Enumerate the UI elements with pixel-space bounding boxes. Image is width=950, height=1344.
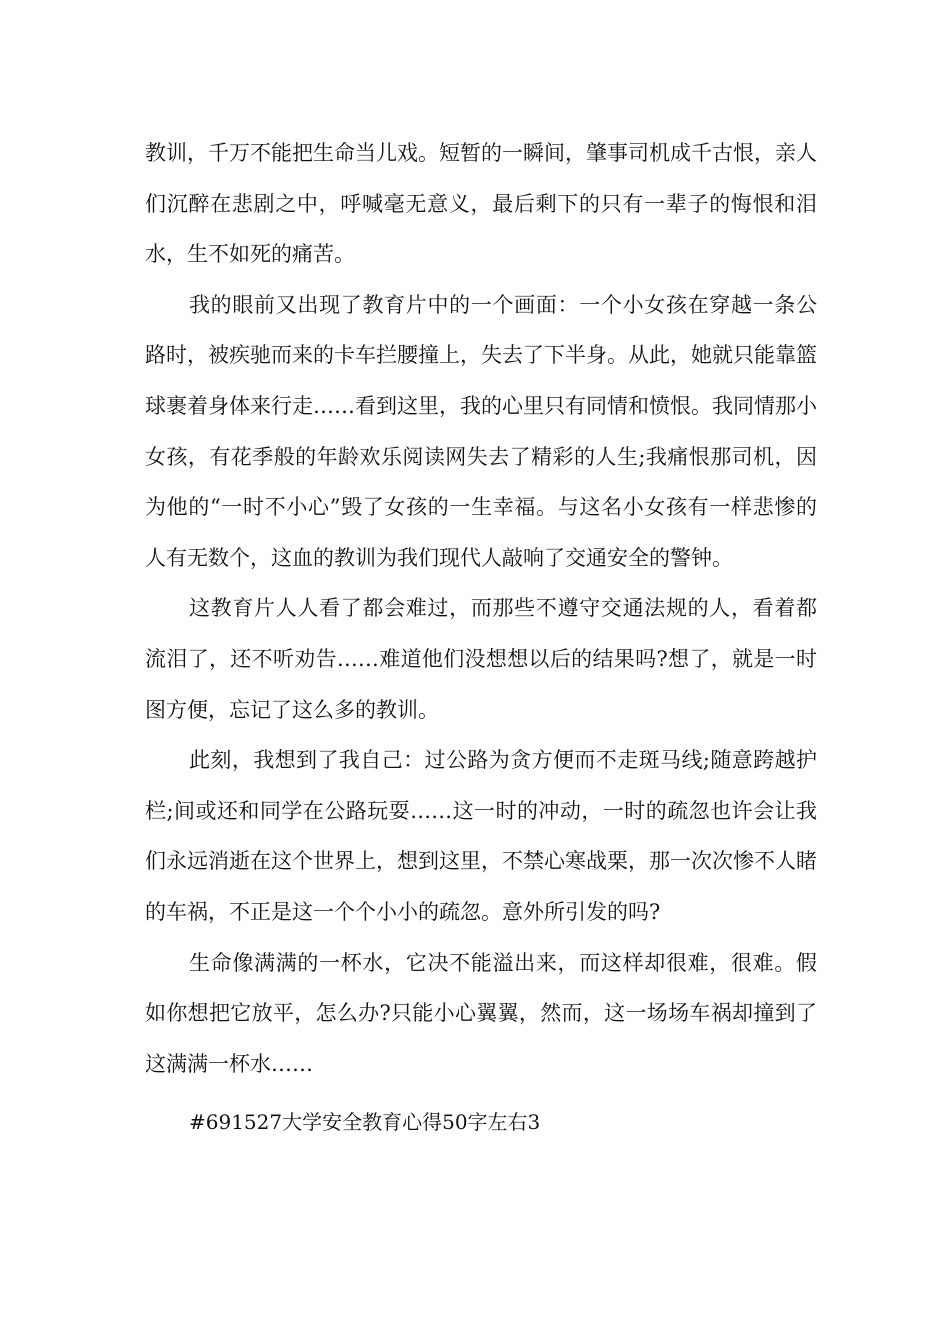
paragraph: 这教育片人人看了都会难过，而那些不遵守交通法规的人，看着都流泪了，还不听劝告……难道他们没想想以后的结果吗?想了，就是一时图方便，忘记了这么多的教训。	[145, 596, 817, 722]
paragraph-continuation: 教训，千万不能把生命当儿戏。短暂的一瞬间，肇事司机成千古恨，亲人们沉醉在悲剧之中，呼喊毫无意义，最后剩下的只有一辈子的悔恨和泪水，生不如死的痛苦。	[145, 141, 817, 267]
paragraph: 我的眼前又出现了教育片中的一个画面：一个小女孩在穿越一条公路时，被疾驰而来的卡车拦腰撞上，失去了下半身。从此，她就只能靠篮球裹着身体来行走……看到这里，我的心里只有同情和愤恨。我同情那小女孩，有花季般的年龄欢乐阅读网失去了精彩的人生;我痛恨那司机，因为他的“一时不小心”毁了女孩的一生幸福。与这名小女孩有一样悲惨的人有无数个，这血的教训为我们现代人敲响了交通安全的警钟。	[145, 292, 817, 570]
paragraph: 此刻，我想到了我自己：过公路为贪方便而不走斑马线;随意跨越护栏;间或还和同学在公路玩耍……这一时的冲动，一时的疏忽也许会让我们永远消逝在这个世界上，想到这里，不禁心寒战栗，那一次次惨不人睹的车祸，不正是这一个个小小的疏忽。意外所引发的吗?	[145, 748, 817, 924]
section-heading: #691527大学安全教育心得50字左右3	[189, 1110, 541, 1135]
paragraph: 生命像满满的一杯水，它决不能溢出来，而这样却很难，很难。假如你想把它放平，怎么办?只能小心翼翼，然而，这一场场车祸却撞到了这满满一杯水……	[145, 950, 817, 1076]
document-body	[145, 128, 817, 1148]
